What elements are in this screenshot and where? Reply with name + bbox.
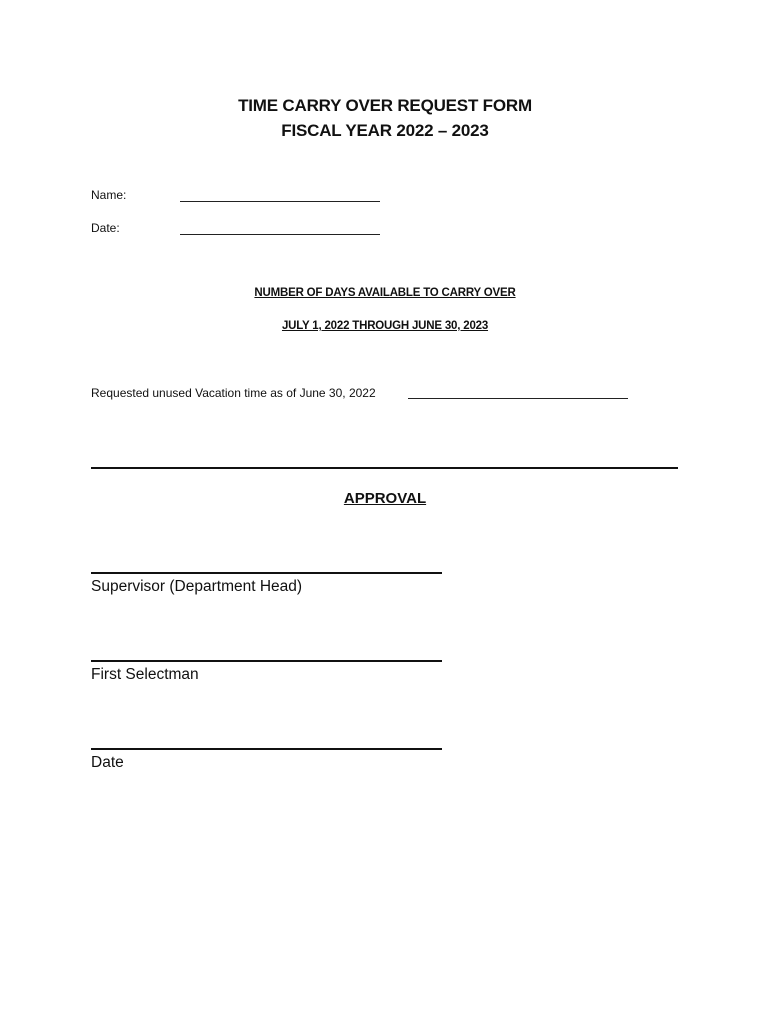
fiscal-year-title: FISCAL YEAR 2022 – 2023 <box>281 121 489 140</box>
approval-heading: APPROVAL <box>343 490 427 507</box>
vacation-time-field-line[interactable] <box>408 398 628 399</box>
days-available-heading: NUMBER OF DAYS AVAILABLE TO CARRY OVER <box>254 287 516 299</box>
supervisor-signature-label: Supervisor (Department Head) <box>91 578 303 595</box>
approval-date-line[interactable] <box>91 748 442 750</box>
form-title: TIME CARRY OVER REQUEST FORM <box>238 96 532 115</box>
period-heading: JULY 1, 2022 THROUGH JUNE 30, 2023 <box>281 320 489 332</box>
name-label: Name: <box>91 188 127 202</box>
approval-date-label: Date <box>91 754 124 771</box>
first-selectman-signature-line[interactable] <box>91 660 442 662</box>
supervisor-signature-line[interactable] <box>91 572 442 574</box>
name-field-line[interactable] <box>180 201 380 202</box>
vacation-time-label: Requested unused Vacation time as of June 30, 2022 <box>91 386 376 400</box>
date-field-line[interactable] <box>180 234 380 235</box>
first-selectman-signature-label: First Selectman <box>91 666 199 683</box>
date-label: Date: <box>91 221 120 235</box>
section-divider <box>91 467 678 469</box>
